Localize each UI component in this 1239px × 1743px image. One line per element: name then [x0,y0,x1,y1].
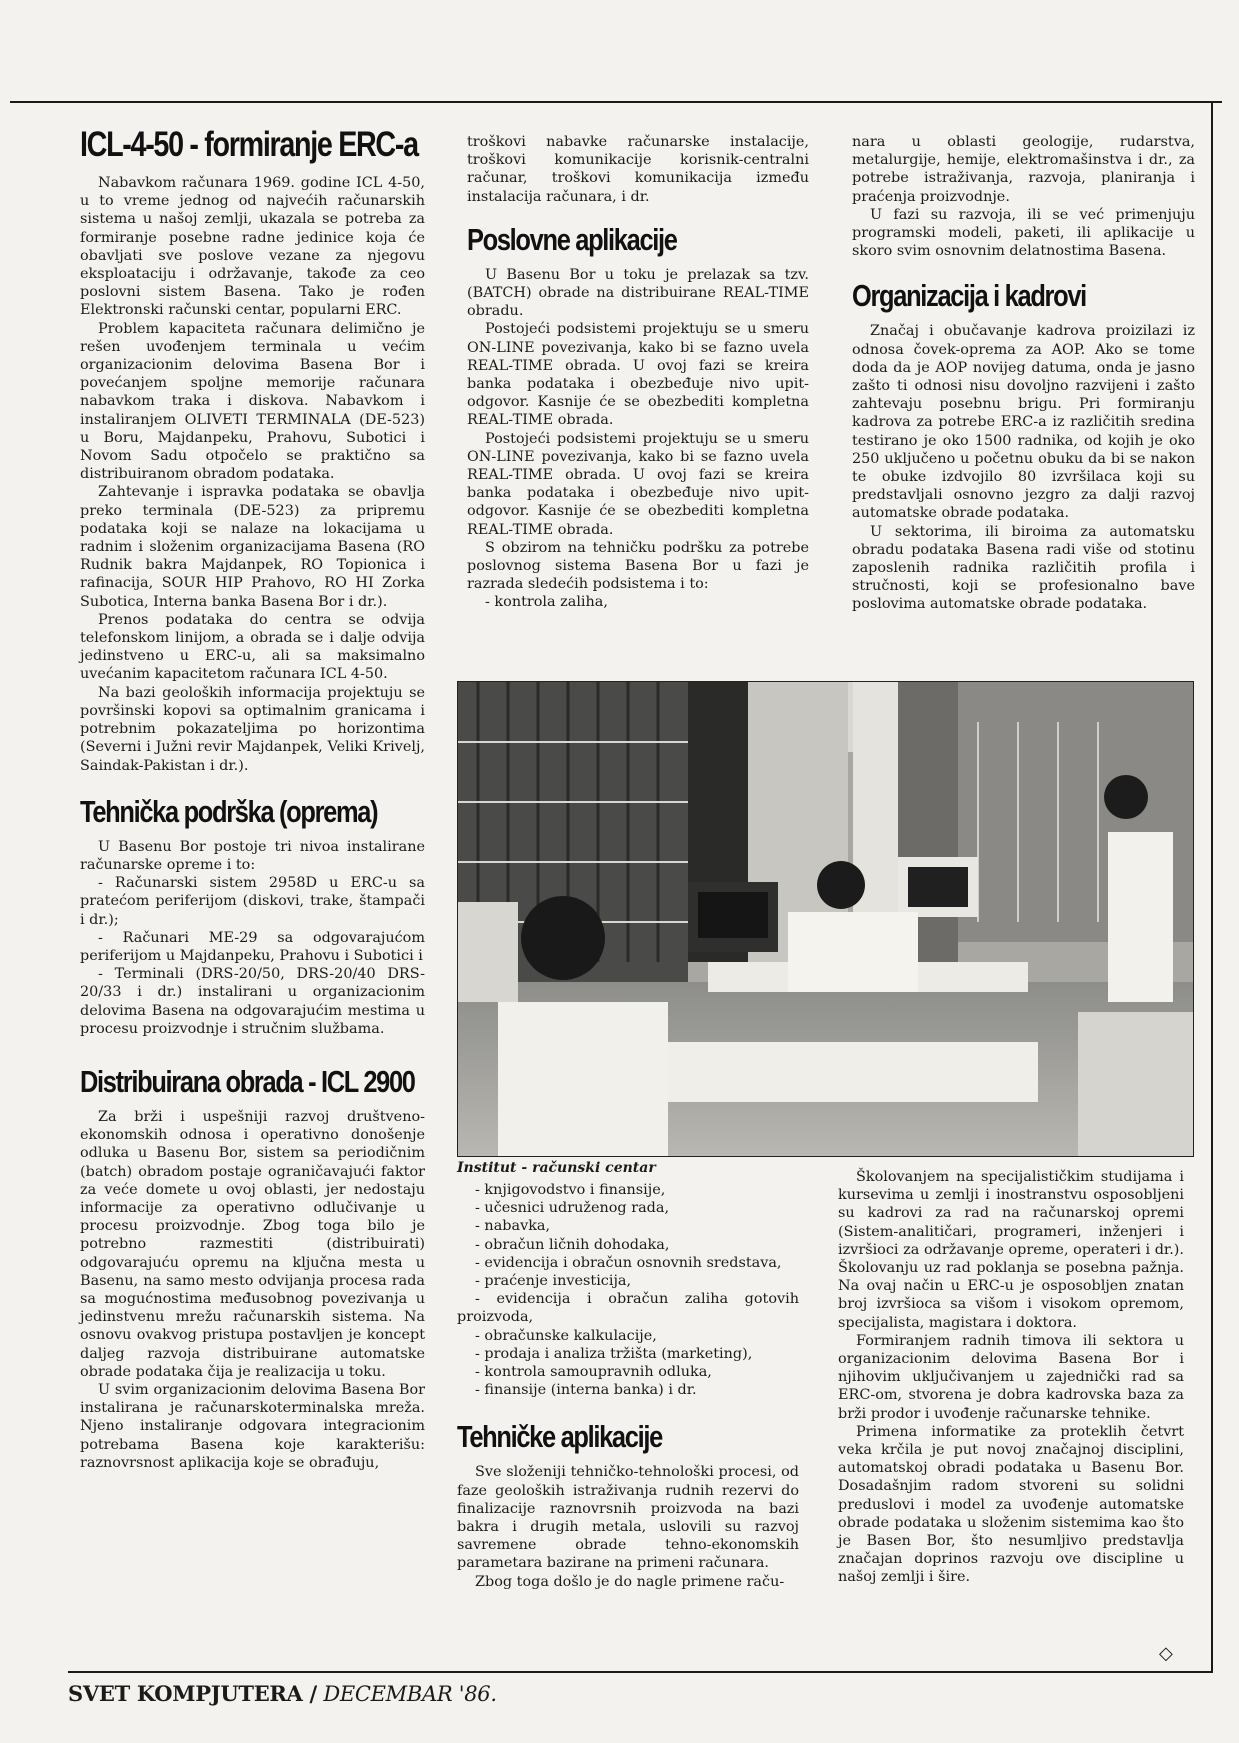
list-item: - Računarski sistem 2958D u ERC-u sa pratećom periferijom (diskovi, trake, štampači i dr.); [80,875,425,928]
paragraph: Značaj i obučavanje kadrova proizilazi iz odnosa čovek-oprema za AOP. Ako se tome doda da je AOP novijeg datuma, onda je jasno zašto ti odnosi nisu dovoljno razvijeni i zašto zahtevaju posebnu brigu. Pri formiranju kadrova za potrebe ERC-a iz različitih sredina testirano je oko 1500 radnika, od kojih je oko 250 uključeno u početnu obuku da bi se nakon te obuke izdvojilo 80 izvršilaca koji su predstavljali osnovno jezgro za dalji razvoj automatske obrade podataka. [852,323,1195,522]
footer-magazine: SVET KOMPJUTERA / [68,1681,317,1706]
list-item: - kontrola samoupravnih odluka, [475,1364,712,1381]
paragraph: Na bazi geoloških informacija projektuju se površinski kopovi sa optimalnim granicama i potrebnim pokazateljima po horizontima (Severni i Južni revir Majdanpek, Veliki Krivelj, Saindak-Pakistan i dr.). [80,684,425,774]
list-item: - prodaja i analiza tržišta (marketing), [475,1345,753,1362]
paragraph: Nabavkom računara 1969. godine ICL 4-50, u to vreme jednog od najvećih računarskih sistema u našoj zemlji, ukazala se potreba za formiranje posebne radne jedinice koja će obavljati sve poslove vezane za njegovu eksploataciju i održavanje, takođe za ceo poslovni sistem Basena. Tako je rođen Elektronski računski centar, popularni ERC. [80,175,425,319]
list-item: - finansije (interna banka) i dr. [475,1382,697,1399]
heading-organizacija-kadrovi: Organizacija i kadrovi [852,278,1086,314]
footer-issue: DECEMBAR '86. [316,1682,497,1706]
heading-distribuirana-obrada: Distribuirana obrada - ICL 2900 [80,1063,415,1099]
paragraph: U Basenu Bor u toku je prelazak sa tzv. (BATCH) obrade na distribuirane REAL-TIME obradu. [467,266,809,320]
paragraph: Sve složeniji tehničko-tehnološki procesi, od faze geoloških istraživanja rudnih rezervi do finalizacije raznovrsnih proizvoda na bazi bakra i drugih metala, uslovili su razvoj savremene obrade tehno-ekonomskih parametara bazirane na primeni računara. [457,1464,799,1572]
bottom-rule [68,1671,1213,1673]
photo-caption: Institut - računski centar [457,1160,656,1176]
paragraph: Problem kapaciteta računara delimično je rešen uvođenjem terminala u većim organizacionim delovima Basena Bor i povećanjem spoljne memorije računara nabavkom traka i diskova. Nabavkom i instaliranjem OLIVETI TERMINALA (DE-523) u Boru, Majdanpeku, Prahovu, Subotici i Novom Sadu otpočelo se praktično sa distribuiranom obradom podataka. [80,320,425,483]
paragraph: nara u oblasti geologije, rudarstva, metalurgije, hemije, elektromašinstva i dr., za potrebe istraživanja, razvoja, planiranja i praćenja proizvodnje. [852,134,1195,205]
paragraph: Postojeći podsistemi projektuju se u smeru ON-LINE povezivanja, kako bi se fazno uvela REAL-TIME obrada. U ovoj fazi se kreira banka podataka i obezbeđuje nivo upit-odgovor. Kasnije će se obezbediti kompletna REAL-TIME obrada. [467,321,809,429]
list-item: - kontrola zaliha, [485,594,608,611]
paragraph: troškovi nabavke računarske instalacije, troškovi komunikacije korisnik-centralni računar, troškovi komunikacija između instalacija računara, i dr. [467,134,809,205]
list-item: - evidencija i obračun osnovnih sredstava, [475,1254,782,1271]
heading-tehnicke-aplikacije: Tehničke aplikacije [457,1419,662,1455]
paragraph: U sektorima, ili biroima za automatsku obradu podataka Basena radi više od stotinu zaposlenih radnika različitih profila i stručnosti, koji se profesionalno bave poslovima automatske obrade podataka. [852,523,1195,613]
column-3-bottom [838,1168,1184,1587]
paragraph: Zbog toga došlo je do nagle primene raču- [475,1573,785,1590]
list-item: - obračun ličnih dohodaka, [475,1236,670,1253]
top-rule [10,101,1222,103]
paragraph: Za brži i uspešniji razvoj društveno-ekonomskih odnosa i operativno donošenje odluka u Basenu Bor, sistem sa periodičnim (batch) obradom postaje ograničavajući faktor za veće domete u ovoj oblasti, jer nedostaju informacije za operativno odlučivanje u procesu proizvodnje. Zbog toga bilo je potrebno razmestiti (distribuirati) odgovarajuću opremu na ključna mesta u Basenu, na samo mesto odvijanja procesa rada sa mogućnostima međusobnog povezivanja u jedinstvenu mrežu računarskih sistema. Na osnovu ovakvog pristupa postavljen je koncept daljeg razvoja distribuirane automatske obrade podataka čija je realizacija u toku. [80,1108,425,1380]
paragraph: U svim organizacionim delovima Basena Bor instalirana je računarskoterminalska mreža. Njeno instaliranje odgovara integracionim potrebama Basena koje karakterišu: raznovrsnost aplikacija koje se obrađuju, [80,1381,425,1471]
paragraph: U Basenu Bor postoje tri nivoa instalirane računarske opreme i to: [80,838,425,873]
paragraph: Primena informatike za proteklih četvrt veka krčila je put novoj značajnoj disciplini, automatskoj obradi podataka u Basenu Bor. Dosadašnjim radom stvoreni su solidni preduslovi i model za uvođenje automatske obrade podataka u složenim sistemima kao što je Basen Bor, što nesumljivo predstavlja značajan doprinos razvoju ove discipline u našoj zemlji i šire. [838,1423,1184,1586]
end-mark-icon: ◇ [1159,1643,1173,1664]
footer [68,1681,497,1706]
paragraph: Postojeći podsistemi projektuju se u smeru ON-LINE povezivanja, kako bi se fazno uvela REAL-TIME obrada. U ovoj fazi se kreira banka podataka i obezbeđuje nivo upit-odgovor. Kasnije će se obezbediti kompletna REAL-TIME obrada. [467,430,809,538]
column-1 [80,123,425,1472]
heading-tehnicka-podrska: Tehnička podrška (oprema) [80,793,378,829]
column-2-bottom [457,1181,799,1591]
computer-center-photo [457,681,1194,1157]
heading-poslovne-aplikacije: Poslovne aplikacije [467,221,677,257]
list-item: - nabavka, [475,1218,551,1235]
list-item: - učesnici udruženog rada, [475,1200,670,1217]
section-icl-body [80,174,425,775]
list-item: - evidencija i obračun zaliha gotovih proizvoda, [457,1291,799,1326]
list-item: - knjigovodstvo i finansije, [475,1182,666,1198]
paragraph: Formiranjem radnih timova ili sektora u organizacionim delovima Basena Bor i njihovim uključivanjem u zajednički rad sa ERC-om, stvorena je dobra kadrovska baza za brži prodor i uvođenje računarske tehnike. [838,1332,1184,1422]
paragraph: Školovanjem na specijalističkim studijama i kursevima u zemlji i inostranstvu osposobljeni su kadrovi za rad na računarskoj opremi (Sistem-analitičari, programeri, inženjeri i izvršioci za održavanje opreme, operateri i dr.). Školovanju uz rad poklanja se posebna pažnja. Na ovaj način u ERC-u je osposobljen znatan broj izvršioca sa višom i visokom opremom, specijalista, magistara i doktora. [838,1169,1184,1331]
heading-icl-4-50: ICL-4-50 - formiranje ERC-a [80,125,418,164]
column-2-top [467,133,809,612]
list-item: - Računari ME-29 sa odgovarajućom periferijom u Majdanpeku, Prahovu i Subotici i [80,929,425,964]
list-item: - praćenje investicija, [475,1273,632,1290]
column-3-top [852,133,1195,614]
right-rule [1211,101,1213,1671]
paragraph: S obzirom na tehničku podršku za potrebe poslovnog sistema Basena Bor u fazi je razrada sledećih podsistema i to: [467,539,809,593]
paragraph: U fazi su razvoja, ili se već primenjuju programski modeli, paketi, ili aplikacije u skoro svim osnovnim delatnostima Basena. [852,206,1195,260]
section-distribuirana-body [80,1108,425,1472]
list-item: - Terminali (DRS-20/50, DRS-20/40 DRS-20/33 i dr.) instalirani u organizacionim delovima Basena na odgovarajućim mestima u procesu proizvodnje i stručnim službama. [80,966,425,1037]
section-tehnicka-body [80,838,425,1038]
paragraph: Prenos podataka do centra se odvija telefonskom linijom, a obrada se i dalje odvija jedinstveno u ERC-u, ali sa maksimalno uvećanim kapacitetom računara ICL 4-50. [80,611,425,683]
paragraph: Zahtevanje i ispravka podataka se obavlja preko terminala (DE-523) za pripremu podataka koji se nalaze na lokacijama u radnim i složenim organizacijama Basena (RO Rudnik bakra Majdanpek, RO Topionica i rafinacija, SOUR HIP Prahovo, RO HI Zorka Subotica, Interna banka Basena Bor i dr.). [80,484,425,610]
list-item: - obračunske kalkulacije, [475,1327,657,1344]
